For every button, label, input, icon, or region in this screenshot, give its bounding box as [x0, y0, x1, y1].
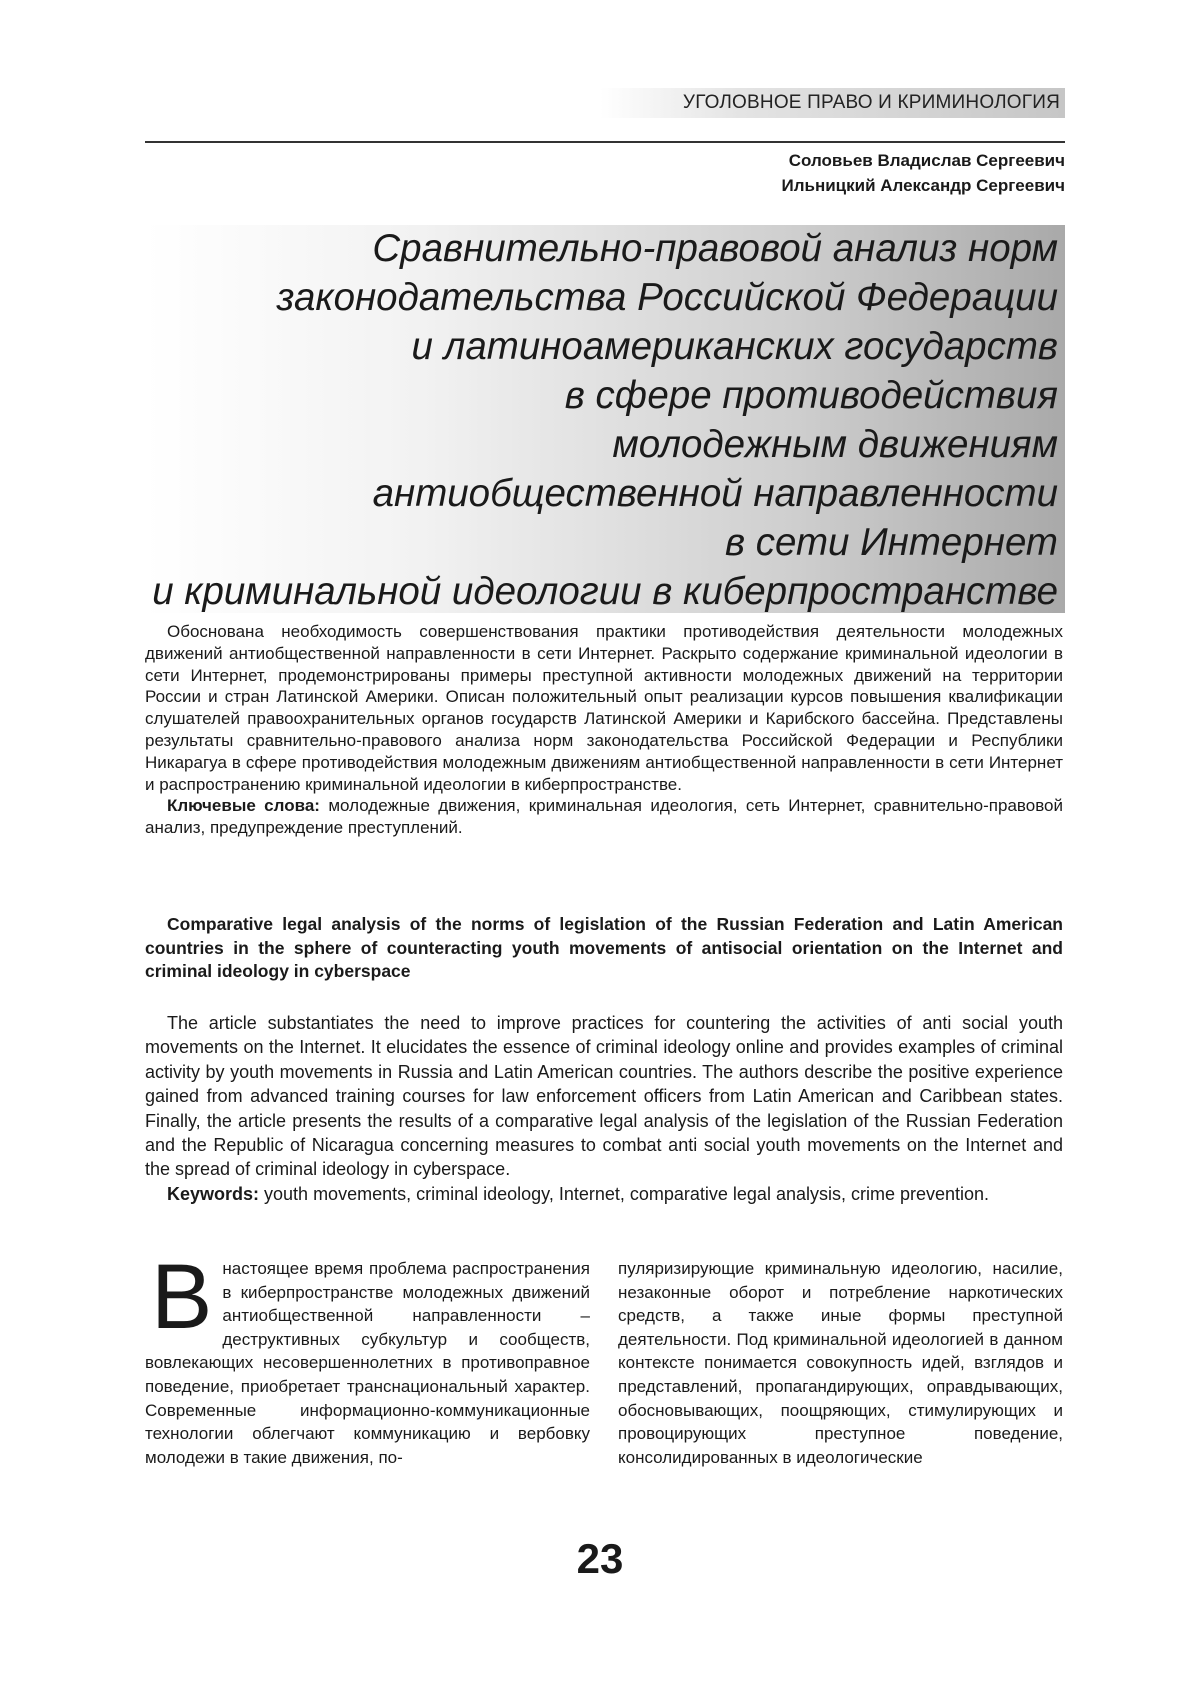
body-text: настоящее время проблема распространения в киберпространстве молодежных движений антиобщественной направленности – деструктивных субкультур и сообществ, вовлекающих несовершеннолетних в противоправное поведение, приобретает транснациональный характер. Современные информационно-коммуникационные технологии облегчают коммуникацию и вербовку молодежи в такие движения, по-	[145, 1259, 590, 1467]
keywords-paragraph	[145, 795, 1063, 839]
section-title: УГОЛОВНОЕ ПРАВО И КРИМИНОЛОГИЯ	[682, 92, 1060, 113]
title-line: и латиноамериканских государств	[411, 325, 1058, 368]
authors	[781, 148, 1065, 198]
english-abstract	[145, 1011, 1063, 1206]
keywords-paragraph	[145, 1182, 1063, 1206]
title-line: антиобщественной направленности	[372, 472, 1058, 515]
title-line: и криминальной идеологии в киберпространстве	[152, 570, 1058, 613]
title-line: молодежным движениям	[612, 423, 1058, 466]
article-title	[150, 224, 1058, 616]
drop-cap: В	[151, 1246, 213, 1348]
body-column-left	[145, 1246, 590, 1469]
english-title-text: Comparative legal analysis of the norms of legislation of the Russian Federation and Latin American countries in the sphere of counteracting youth movements of antisocial orientation on the Internet and criminal ideology in cyberspace	[145, 914, 1063, 981]
author-name: Соловьев Владислав Сергеевич	[788, 151, 1065, 170]
abstract-text: The article substantiates the need to improve practices for countering the activities of anti social youth movements on the Internet. It elucidates the essence of criminal ideology online and provides examples of criminal activity by youth movements in Russia and Latin American countries. The authors describe the positive experience gained from advanced training courses for law enforcement officers from Latin American and Caribbean states. Finally, the article presents the results of a comparative legal analysis of the legislation of the Russian Federation and the Republic of Nicaragua concerning measures to combat anti social youth movements on the Internet and the spread of criminal ideology in cyberspace.	[145, 1013, 1063, 1180]
english-title	[145, 913, 1063, 984]
body-text: пуляризирующие криминальную идеологию, насилие, незаконные оборот и потребление наркотических средств, а также иные формы преступной деятельности. Под криминальной идеологией в данном контексте понимается совокупность идей, взглядов и представлений, пропагандирующих, оправдывающих, обосновывающих, поощряющих, стимулирующих и провоцирующих преступное поведение, консолидированных в идеологические	[618, 1259, 1063, 1467]
keywords-label: Ключевые слова:	[167, 796, 320, 816]
keywords-label: Keywords:	[167, 1183, 260, 1204]
header-rule	[145, 141, 1065, 143]
page-number: 23	[576, 1535, 624, 1582]
author-name: Ильницкий Александр Сергеевич	[781, 176, 1065, 195]
russian-abstract	[145, 621, 1063, 839]
keywords-text: youth movements, criminal ideology, Internet, comparative legal analysis, crime prevention.	[259, 1183, 990, 1204]
title-line: Сравнительно-правовой анализ норм	[372, 227, 1058, 270]
title-line: в сети Интернет	[724, 521, 1058, 564]
abstract-text: Обоснована необходимость совершенствования практики противодействия деятельности молодежных движений антиобщественной направленности в сети Интернет. Раскрыто содержание криминальной идеологии в сети Интернет, продемонстрированы примеры преступной активности молодежных движений на территории России и стран Латинской Америки. Описан положительный опыт реализации курсов повышения квалификации слушателей правоохранительных органов государств Латинской Америки и Карибского бассейна. Представлены результаты сравнительно-правового анализа норм законодательства Российской Федерации и Республики Никарагуа в сфере противодействия молодежным движениям антиобщественной направленности в сети Интернет и распространению криминальной идеологии в киберпространстве.	[145, 622, 1063, 794]
title-line: в сфере противодействия	[564, 374, 1058, 417]
body-column-right	[618, 1257, 1063, 1469]
keywords-text: молодежные движения, криминальная идеология, сеть Интернет, сравнительно-правовой анализ, предупреждение преступлений.	[145, 796, 1063, 838]
title-line: законодательства Российской Федерации	[276, 276, 1058, 319]
